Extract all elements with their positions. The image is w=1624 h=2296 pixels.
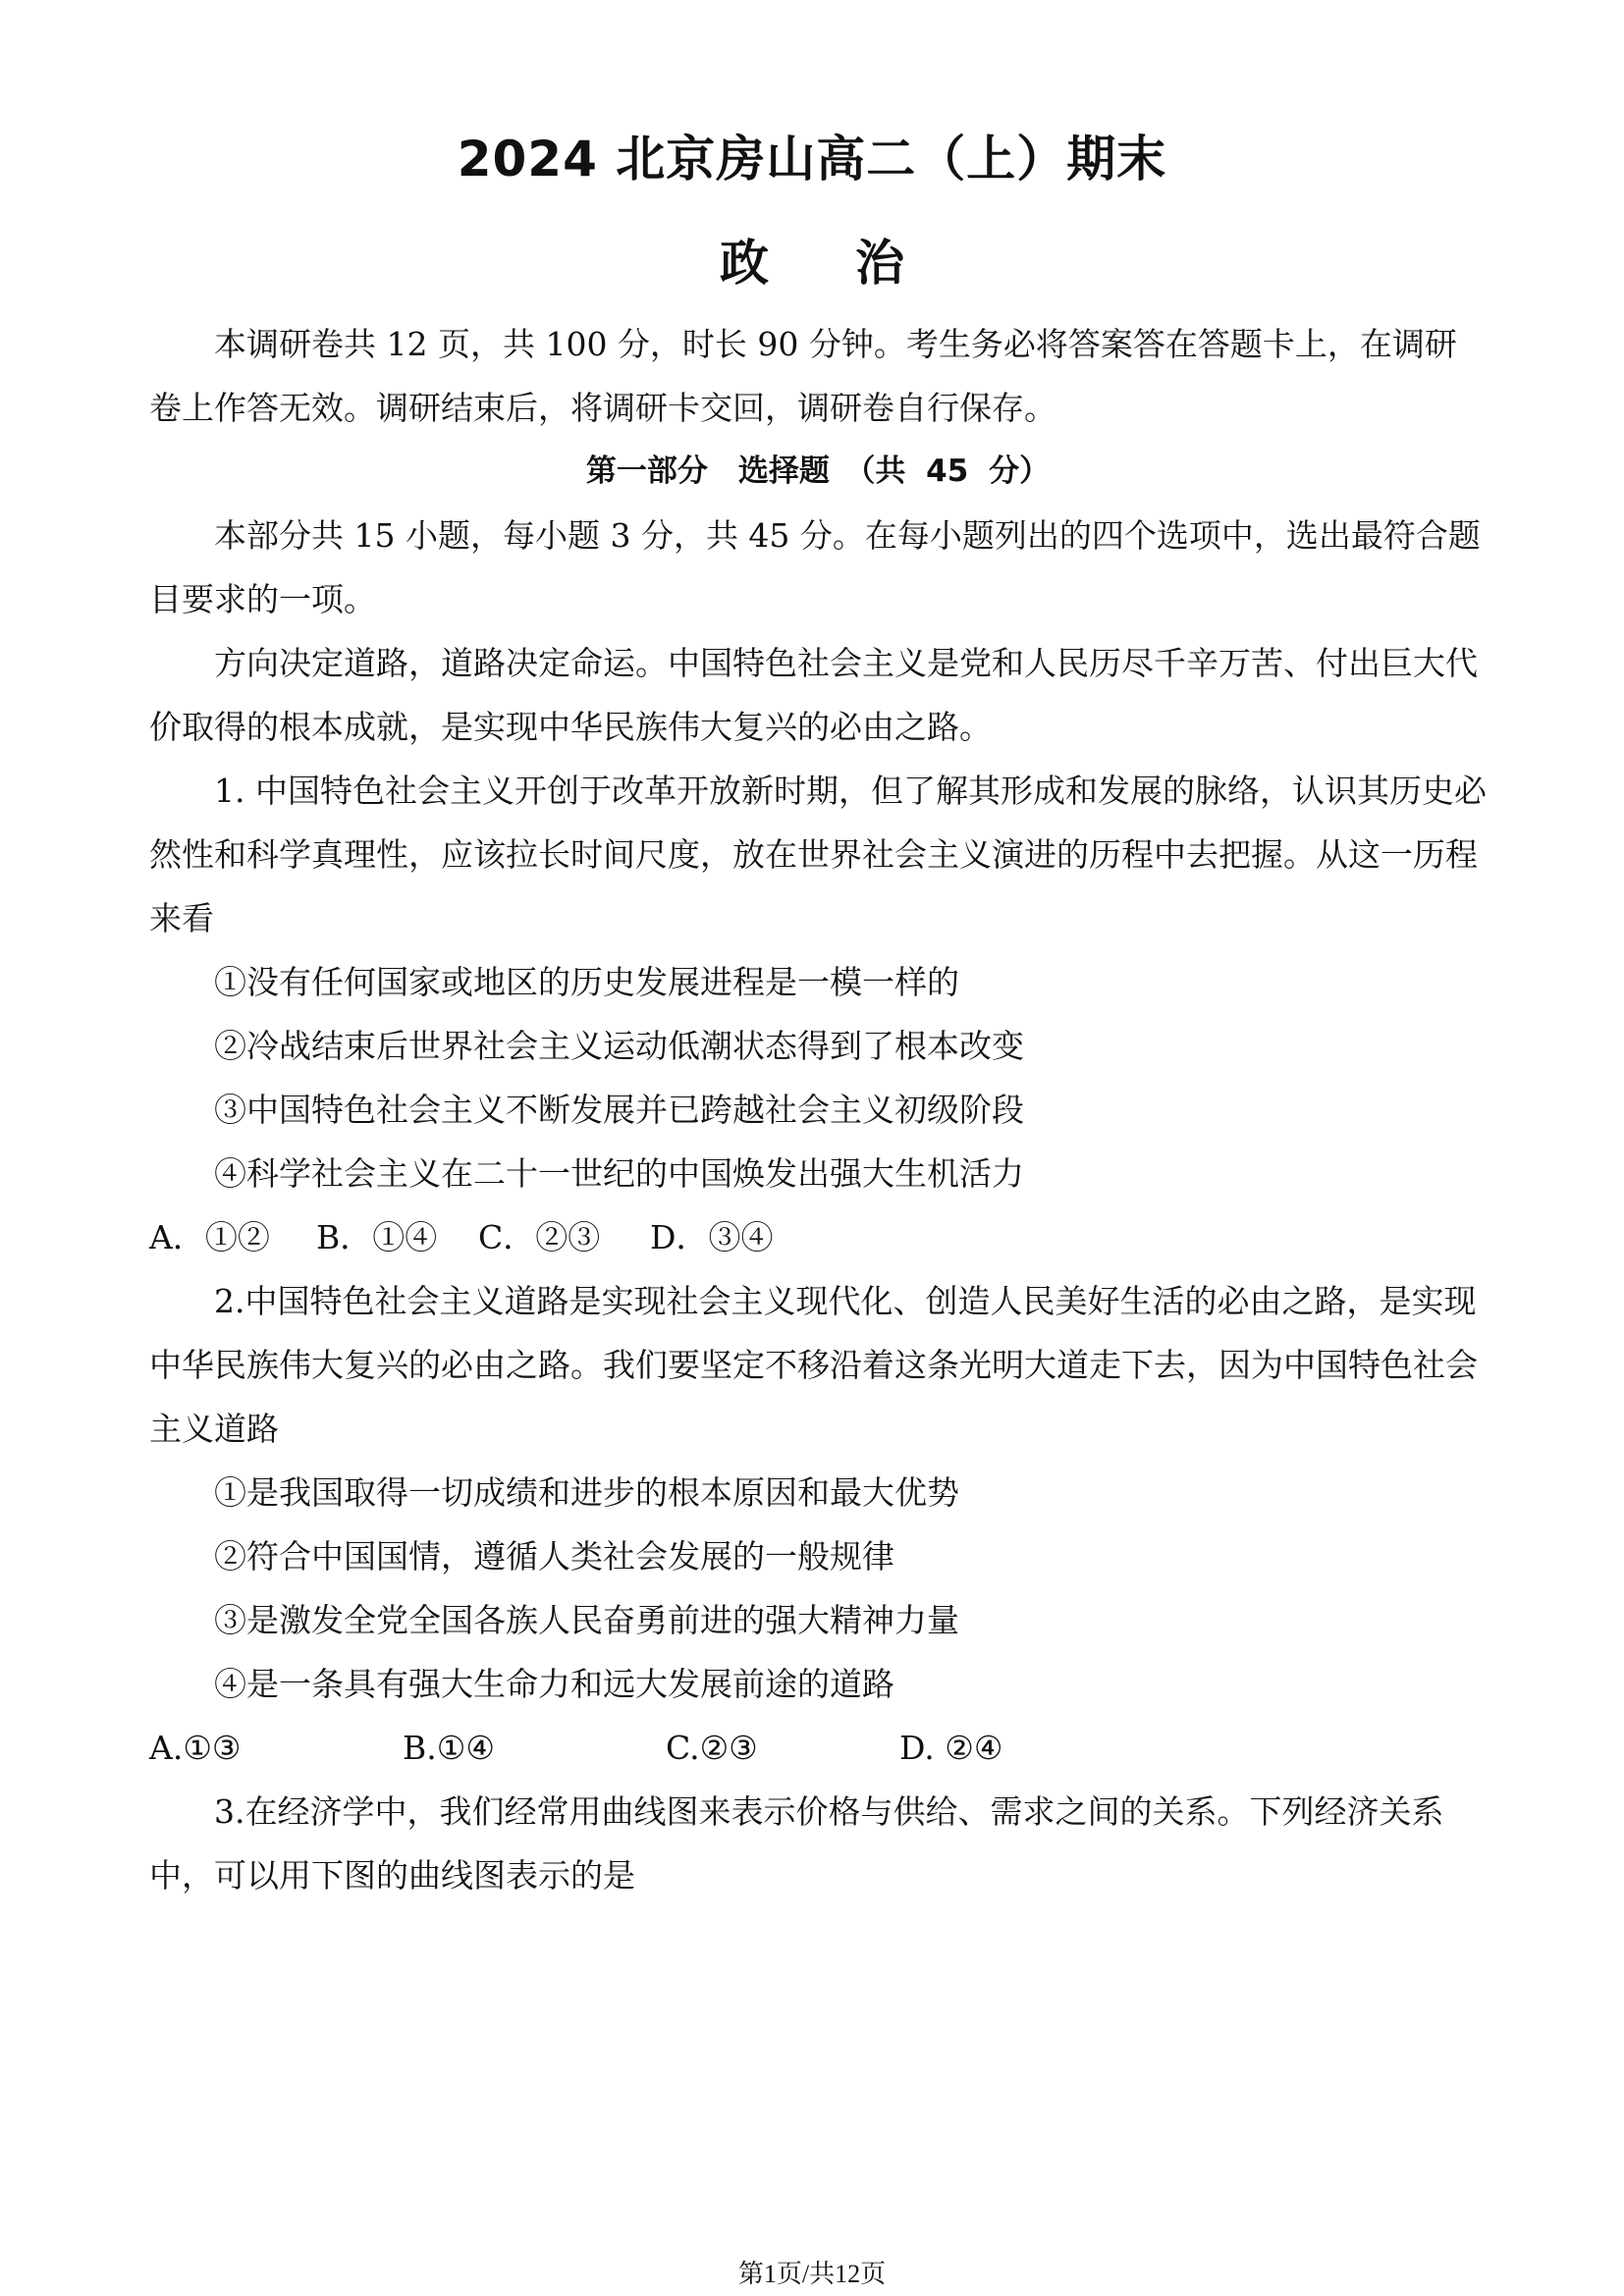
question-2-answer-d: D. ②④ [899,1729,1003,1767]
subject-title: 政治 [720,235,991,292]
section-intro: 本部分共 15 小题，每小题 3 分，共 45 分。在每小题列出的四个选项中，选出最符合题目要求的一项。 [149,516,1481,618]
question-1-answer-b: B．①④ [316,1218,438,1256]
question-1-option-2: ②冷战结束后世界社会主义运动低潮状态得到了根本改变 [214,1027,1024,1065]
question-2-answer-a: A.①③ [149,1729,242,1767]
question-1-option-3: ③中国特色社会主义不断发展并已跨越社会主义初级阶段 [214,1091,1024,1129]
exam-title: 2024 北京房山高二（上）期末 [457,131,1167,187]
question-2-answer-c: C.②③ [666,1729,758,1767]
question-2-option-1: ①是我国取得一切成绩和进步的根本原因和最大优势 [214,1473,959,1512]
instructions-paragraph: 本调研卷共 12 页，共 100 分，时长 90 分钟。考生务必将答案答在答题卡上，在调研卷上作答无效。调研结束后，将调研卡交回，调研卷自行保存。 [149,325,1457,427]
exam-body [149,312,1487,1907]
question-2-option-4: ④是一条具有强大生命力和远大发展前途的道路 [214,1665,894,1703]
question-1-option-1: ①没有任何国家或地区的历史发展进程是一模一样的 [214,963,959,1001]
question-2-option-2: ②符合中国国情，遵循人类社会发展的一般规律 [214,1537,894,1575]
question-2-answer-b: B.①④ [403,1729,495,1767]
question-1-answers [149,1205,1487,1269]
question-2-option-3: ③是激发全党全国各族人民奋勇前进的强大精神力量 [214,1601,959,1639]
question-2-answers [149,1716,1487,1780]
question-1-answer-c: C．②③ [478,1218,601,1256]
section-heading: 第一部分 选择题 （共 45 分） [585,454,1051,489]
question-1-stem: 1. 中国特色社会主义开创于改革开放新时期，但了解其形成和发展的脉络，认识其历史必然性和科学真理性，应该拉长时间尺度，放在世界社会主义演进的历程中去把握。从这一历程来看 [149,772,1487,937]
question-1-answer-d: D．③④ [650,1218,774,1256]
section-lead-text: 方向决定道路，道路决定命运。中国特色社会主义是党和人民历尽千辛万苦、付出巨大代价取得的根本成就，是实现中华民族伟大复兴的必由之路。 [149,644,1478,746]
page-number: 第1页/共12页 [737,2260,887,2288]
question-2-stem: 2.中国特色社会主义道路是实现社会主义现代化、创造人民美好生活的必由之路，是实现中华民族伟大复兴的必由之路。我们要坚定不移沿着这条光明大道走下去，因为中国特色社会主义道路 [149,1282,1478,1448]
question-3-stem: 3.在经济学中，我们经常用曲线图来表示价格与供给、需求之间的关系。下列经济关系中，可以用下图的曲线图表示的是 [149,1792,1444,1895]
question-1-option-4: ④科学社会主义在二十一世纪的中国焕发出强大生机活力 [214,1154,1024,1193]
question-1-answer-a: A．①② [149,1218,270,1256]
